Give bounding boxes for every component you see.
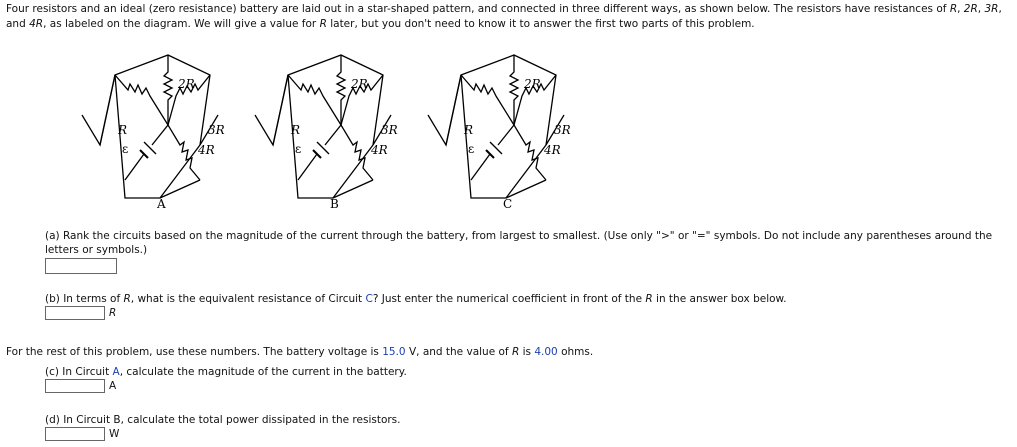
label-4r: 4R xyxy=(544,143,561,157)
question-d xyxy=(45,413,1011,427)
question-a xyxy=(45,229,1011,257)
problem-intro xyxy=(6,2,1014,32)
label-2r: 2R xyxy=(524,77,541,91)
intro-var-3r: 3R xyxy=(984,3,999,15)
question-b-circuit: C xyxy=(365,293,373,305)
label-2r: 2R xyxy=(351,77,368,91)
intro-var-4r: 4R xyxy=(29,18,44,30)
circuit-diagrams xyxy=(80,50,960,215)
circuit-a xyxy=(82,55,225,211)
label-3r: 3R xyxy=(554,123,571,137)
given-text: is xyxy=(519,346,535,358)
circuit-label: A xyxy=(157,197,166,211)
intro-var-r: R xyxy=(949,3,958,15)
question-c-text: (c) In Circuit xyxy=(45,366,113,378)
label-emf: ε xyxy=(122,142,129,156)
label-3r: 3R xyxy=(381,123,398,137)
intro-text: , as labeled on the diagram. We will give a value for xyxy=(43,18,320,30)
question-c-text: , calculate the magnitude of the current in the battery. xyxy=(119,366,407,378)
question-b-text: ? Just enter the numerical coefficient in front of the xyxy=(372,293,646,305)
answer-c-row xyxy=(45,379,116,393)
answer-d-row xyxy=(45,427,119,441)
answer-b-unit: R xyxy=(109,307,117,319)
given-text: ohms. xyxy=(557,346,594,358)
given-resistance: 4.00 xyxy=(534,346,558,358)
question-b xyxy=(45,292,1011,306)
label-4r: 4R xyxy=(198,143,215,157)
intro-var-r: R xyxy=(319,18,327,30)
label-r: R xyxy=(118,123,128,137)
label-3r: 3R xyxy=(208,123,225,137)
given-var-r: R xyxy=(511,346,520,358)
question-b-text: in the answer box below. xyxy=(652,293,787,305)
answer-c-input[interactable] xyxy=(45,379,105,393)
label-4r: 4R xyxy=(371,143,388,157)
given-text: V, and the value of xyxy=(405,346,512,358)
label-r: R xyxy=(464,123,474,137)
intro-var-2r: 2R xyxy=(963,3,978,15)
circuit-label: C xyxy=(503,197,513,211)
given-voltage: 15.0 xyxy=(382,346,406,358)
answer-d-input[interactable] xyxy=(45,427,105,441)
intro-sep: , and xyxy=(6,3,1002,30)
question-c xyxy=(45,365,1011,379)
question-a-text: (a) Rank the circuits based on the magnitude of the current through the battery, from largest to smallest. (Use only ">" or "=" symbols. Do not include any parentheses around the letters or symbols.) xyxy=(45,230,993,256)
answer-d-unit: W xyxy=(109,428,120,440)
question-b-var-r: R xyxy=(645,293,653,305)
question-c-circuit: A xyxy=(112,366,120,378)
intro-text: later, but you don't need to know it to answer the first two parts of this problem. xyxy=(326,18,755,30)
given-values xyxy=(6,345,1006,359)
label-emf: ε xyxy=(295,142,302,156)
label-r: R xyxy=(291,123,301,137)
circuit-b xyxy=(255,55,398,211)
circuit-c xyxy=(428,55,571,211)
answer-a-input[interactable] xyxy=(45,258,117,274)
intro-sep: , xyxy=(957,3,964,15)
question-b-text: , what is the equivalent resistance of Circuit xyxy=(130,293,366,305)
intro-text: Four resistors and an ideal (zero resistance) battery are laid out in a star-shaped pattern, and connected in three different ways, as shown below. The resistors have resistances of xyxy=(6,3,950,15)
circuit-label: B xyxy=(330,197,339,211)
given-text: For the rest of this problem, use these numbers. The battery voltage is xyxy=(6,346,383,358)
question-b-var-r: R xyxy=(123,293,131,305)
answer-c-unit: A xyxy=(109,380,117,392)
answer-b-row xyxy=(45,306,116,320)
label-2r: 2R xyxy=(178,77,195,91)
question-b-text: (b) In terms of xyxy=(45,293,124,305)
answer-b-input[interactable] xyxy=(45,306,105,320)
label-emf: ε xyxy=(468,142,475,156)
question-d-text: (d) In Circuit B, calculate the total power dissipated in the resistors. xyxy=(45,414,401,426)
intro-sep: , xyxy=(977,3,985,15)
